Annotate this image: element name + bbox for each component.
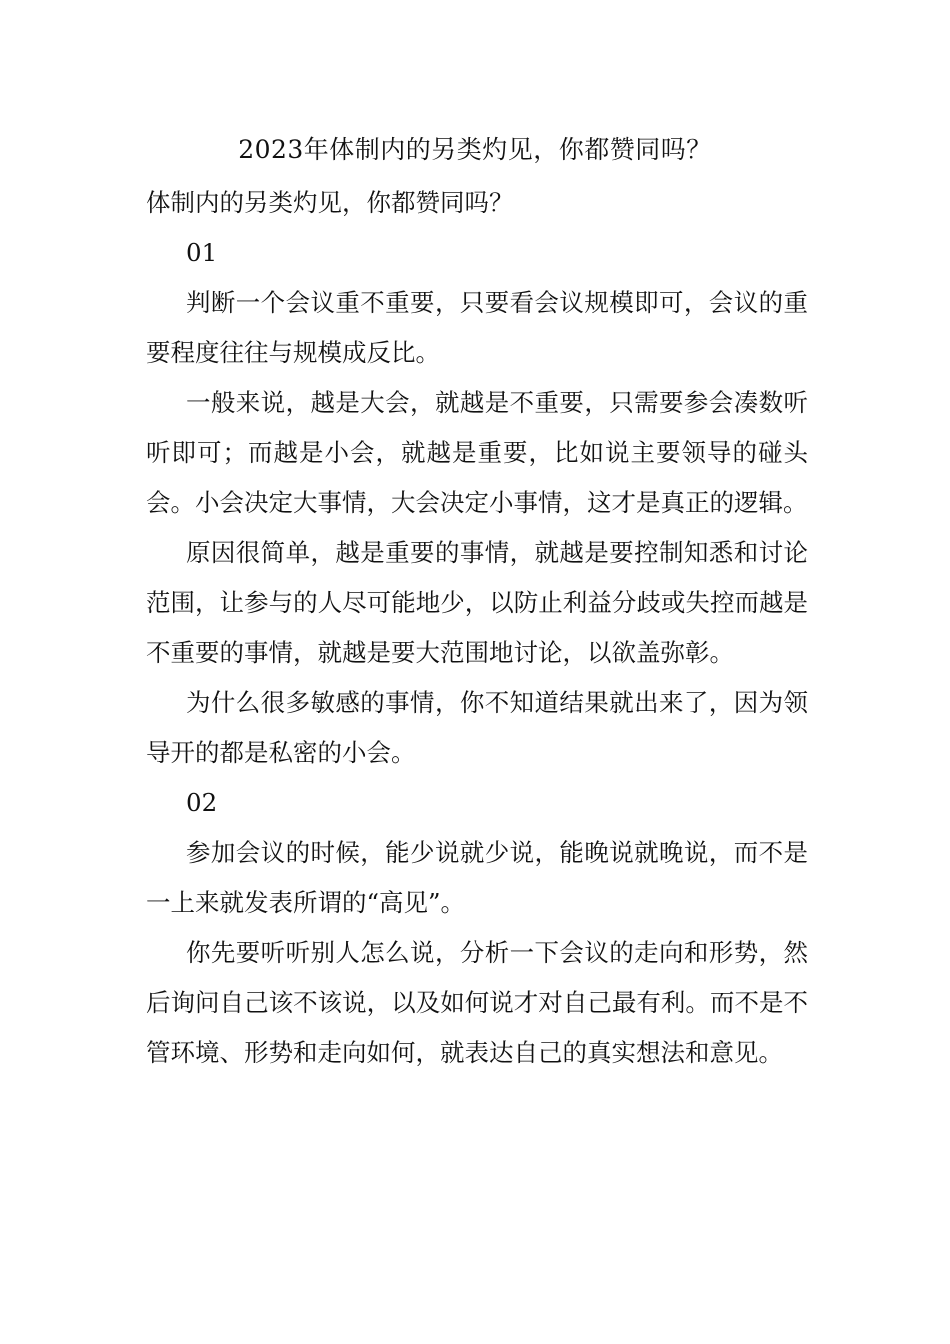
- section-number: 01: [186, 238, 218, 267]
- document-title: 2023年体制内的另类灼见，你都赞同吗？: [238, 135, 712, 164]
- paragraph: 你先要听听别人怎么说，分析一下会议的走向和形势，然后询问自己该不该说，以及如何说才对自己最有利。而不是不管环境、形势和走向如何，就表达自己的真实想法和意见。: [146, 938, 808, 1067]
- document-body: [146, 178, 808, 1078]
- paragraph: 原因很简单，越是重要的事情，就越是要控制知悉和讨论范围，让参与的人尽可能地少，以防止利益分歧或失控而越是不重要的事情，就越是要大范围地讨论，以欲盖弥彰。: [146, 538, 808, 667]
- paragraph: 判断一个会议重不重要，只要看会议规模即可，会议的重要程度往往与规模成反比。: [146, 288, 808, 367]
- paragraph: 为什么很多敏感的事情，你不知道结果就出来了，因为领导开的都是私密的小会。: [146, 688, 808, 767]
- document-subtitle: 体制内的另类灼见，你都赞同吗？: [146, 188, 514, 217]
- section-number: 02: [186, 788, 218, 817]
- paragraph: 一般来说，越是大会，就越是不重要，只需要参会凑数听听即可；而越是小会，就越是重要，比如说主要领导的碰头会。小会决定大事情，大会决定小事情，这才是真正的逻辑。: [146, 388, 808, 517]
- paragraph: 参加会议的时候，能少说就少说，能晚说就晚说，而不是一上来就发表所谓的“高见”。: [146, 838, 808, 917]
